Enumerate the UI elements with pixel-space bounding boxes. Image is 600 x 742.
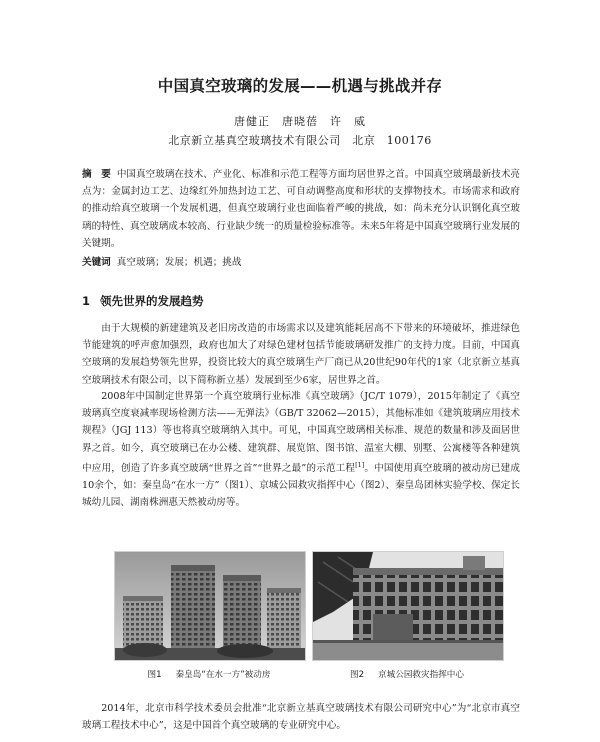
abstract-label: 摘 要 <box>82 169 111 180</box>
keywords-label: 关键词 <box>82 257 111 268</box>
figure-2-number: 图2 <box>349 670 365 680</box>
figure-1-caption <box>114 668 304 680</box>
section-title: 领先世界的发展趋势 <box>100 294 204 308</box>
abstract-text: 中国真空玻璃在技术、产业化、标准和示范工程等方面均居世界之首。中国真空玻璃最新技术亮点为：金属封边工艺、边缘红外加热封边工艺、可自动调整高度和形状的支撑物技术。市场需求和政府的推动给真空玻璃一个发展机遇，但真空玻璃行业也面临着严峻的挑战，如：尚未充分认识钢化真空玻璃的特性、真空玻璃成本较高、行业缺少统一的质量检验标准等。未来5年将是中国真空玻璃行业发展的关键期。 <box>82 169 521 249</box>
paper-affiliation: 北京新立基真空玻璃技术有限公司 北京 100176 <box>168 134 432 147</box>
section-number: 1 <box>82 294 91 308</box>
body-paragraph-2-tail: 。中国使用真空玻璃的被动房已建成10余个，如：秦皇岛“在水一方”（图1）、京城公园救灾指挥中心（图2）、秦皇岛团林实验学校、保定长城幼儿园、湖南株洲惠天然被动房等。 <box>82 463 520 509</box>
body-paragraph-1: 由于大规模的新建建筑及老旧房改造的市场需求以及建筑能耗居高不下带来的环境破坏，推进绿色节能建筑的呼声愈加强烈，政府也加大了对绿色建材包括节能玻璃研发推广的支持力度。目前，中国真空玻璃的发展趋势领先世界，投资比较大的真空玻璃生产厂商已从20世纪90年代的1家（北京新立基真空玻璃技术有限公司，以下简称新立基）发展到至少6家，居世界之首。 <box>82 323 520 386</box>
figure-1-caption-text: 秦皇岛“在水一方”被动房 <box>175 670 271 680</box>
keywords-text: 真空玻璃；发展；机遇；挑战 <box>116 257 242 268</box>
body-paragraph-2 <box>82 388 520 512</box>
figure-2-caption <box>312 668 502 680</box>
body-paragraph-3: 2014年，北京市科学技术委员会批准“北京新立基真空玻璃技术有限公司研究中心”为“北京市真空玻璃工程技术中心”，这是中国首个真空玻璃的专业研究中心。 <box>82 703 520 732</box>
abstract <box>82 166 520 252</box>
section-heading <box>82 293 204 309</box>
figure-2-photo <box>312 551 504 661</box>
body-paragraph-2-main: 2008年中国制定世界第一个真空玻璃行业标准《真空玻璃》（JC/T 1079），2015年制定了《真空玻璃真空度衰减率现场检测方法——无弹法》（GB/T 32062—2015），其他标准如《建筑玻璃应用技术规程》（JGJ 113）等也将真空玻璃纳入其中。可见，中国真空玻璃相关标准、规范的数量和涉及面居世界之首。如今，真空玻璃已在办公楼、建筑群、展览馆、图书馆、温室大棚、别墅、公寓楼等各种建筑中应用，创造了许多真空玻璃“世界之首”“世界之最”的示范工程 <box>82 391 520 474</box>
figure-1-number: 图1 <box>147 670 162 680</box>
figure-1-photo <box>114 551 306 661</box>
paper-authors: 唐健正 唐晓蓓 许 威 <box>234 115 366 128</box>
keywords <box>82 254 520 271</box>
paper-title: 中国真空玻璃的发展——机遇与挑战并存 <box>157 77 443 95</box>
citation-ref: [1] <box>355 460 365 469</box>
figure-2-caption-text: 京城公园救灾指挥中心 <box>378 670 464 680</box>
